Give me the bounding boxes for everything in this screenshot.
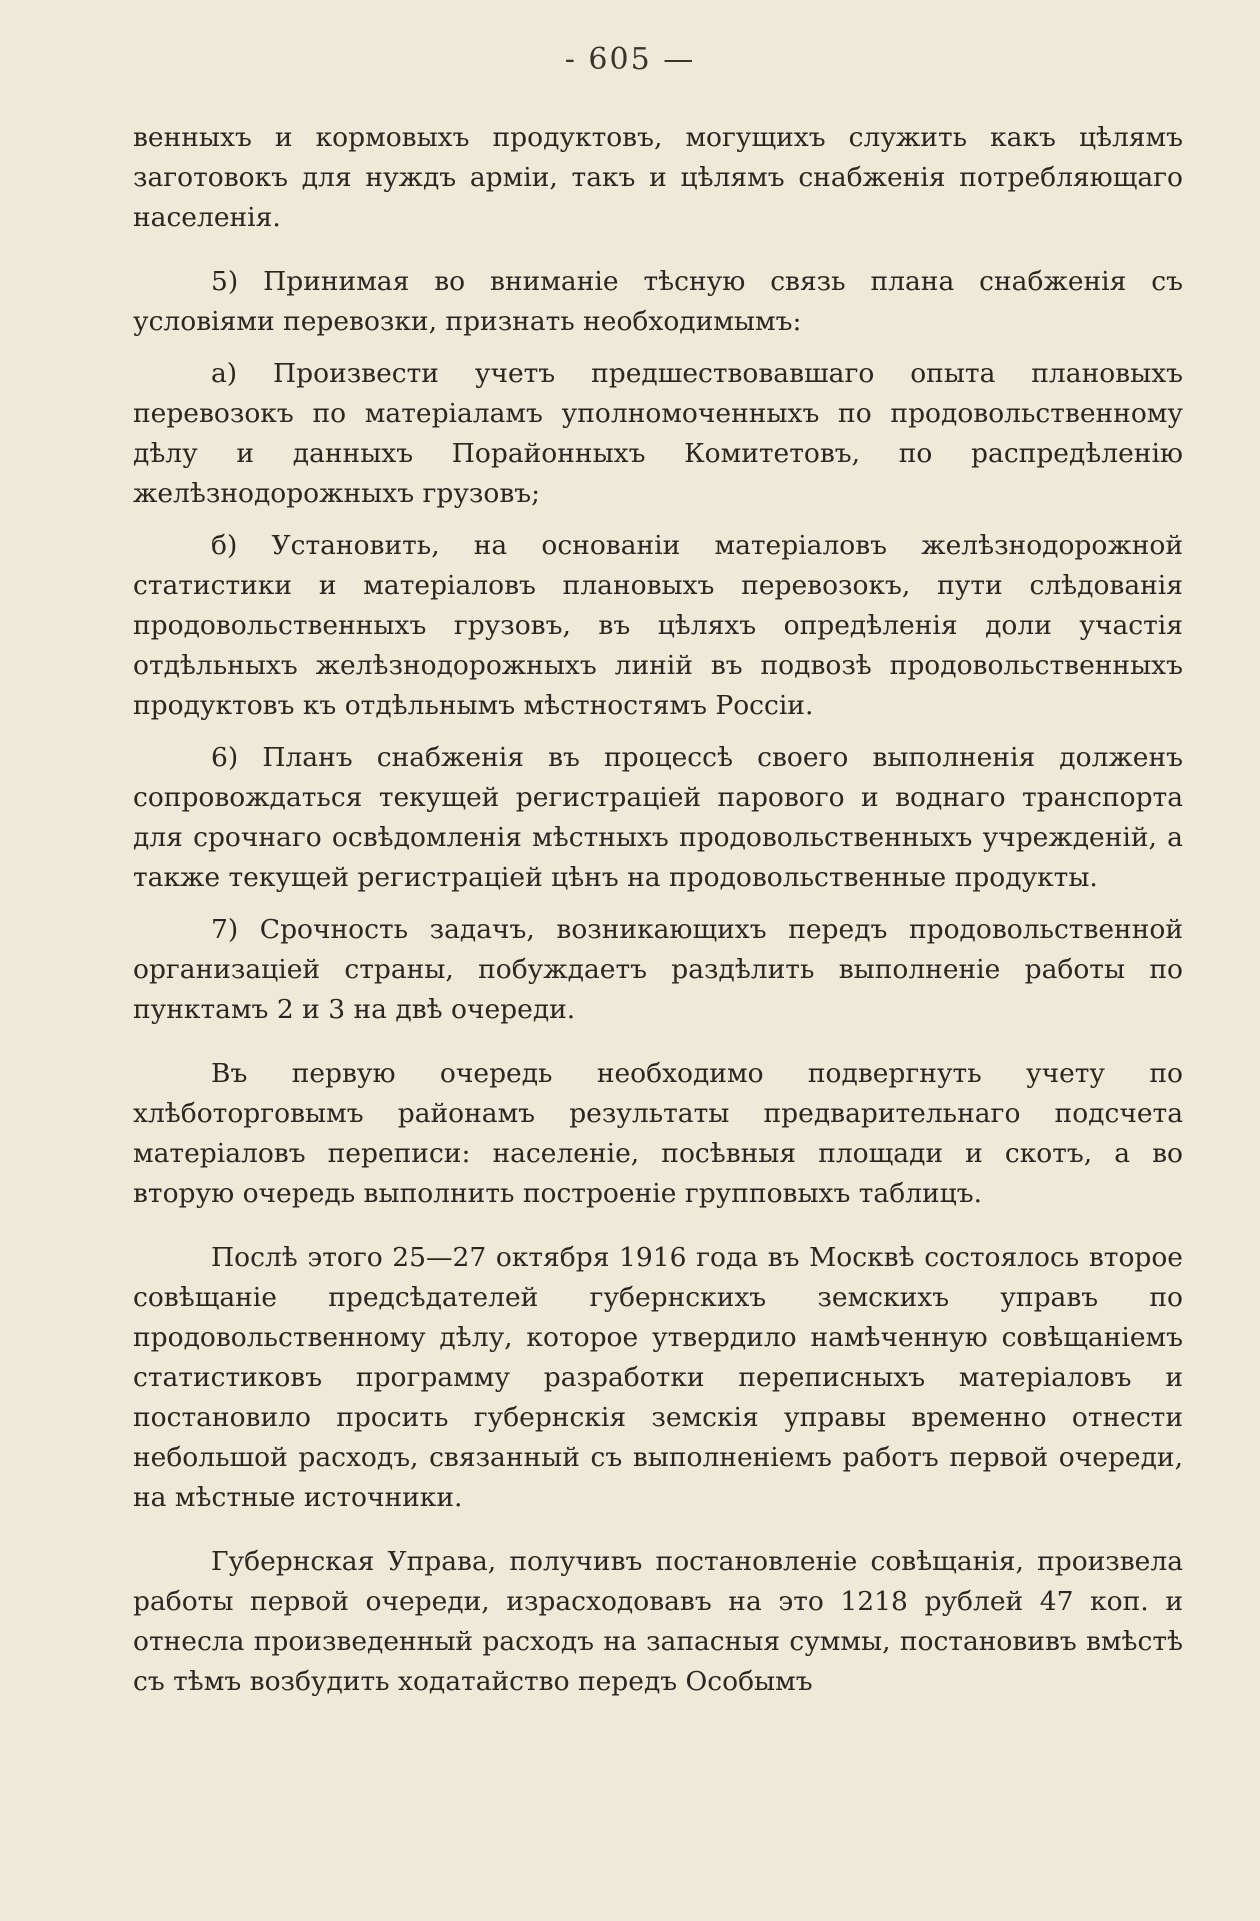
body-text [133,118,1183,1726]
paragraph-item-7: 7) Срочность задачъ, возникающихъ передъ продовольственной организаціей страны, побуждаетъ раздѣлить выполненіе работы по пунктамъ 2 и 3 на двѣ очереди. [133,914,1183,1025]
page-number: - 605 — [564,42,696,77]
paragraph-item-6: 6) Планъ снабженія въ процессѣ своего выполненія долженъ сопровождаться текущей регистраціей парового и воднаго транспорта для срочнаго освѣдомленія мѣстныхъ продовольственныхъ учрежденій, а также текущей регистраціей цѣнъ на продовольственные продукты. [133,742,1183,893]
paragraph-item-5a: а) Произвести учетъ предшествовавшаго опыта плановыхъ перевозокъ по матеріаламъ уполномоченныхъ по продовольственному дѣлу и данныхъ Порайонныхъ Комитетовъ, по распредѣленію желѣзнодорожныхъ грузовъ; [133,358,1183,509]
paragraph-item-5: 5) Принимая во вниманіе тѣсную связь плана снабженія съ условіями перевозки, признать необходимымъ: [133,266,1183,337]
paragraph-second-meeting: Послѣ этого 25—27 октября 1916 года въ Москвѣ состоялось второе совѣщаніе предсѣдателей губернскихъ земскихъ управъ по продовольственному дѣлу, которое утвердило намѣченную совѣщаніемъ статистиковъ программу разработки переписныхъ матеріаловъ и постановило просить губернскія земскія управы временно отнести небольшой расходъ, связанный съ выполненіемъ работъ первой очереди, на мѣстные источники. [133,1242,1183,1513]
paragraph-first-stage: Въ первую очередь необходимо подвергнуть учету по хлѣботорговымъ районамъ результаты предварительнаго подсчета матеріаловъ переписи: населеніе, посѣвныя площади и скотъ, а во вторую очередь выполнить построеніе групповыхъ таблицъ. [133,1058,1183,1209]
paragraph-continuation: венныхъ и кормовыхъ продуктовъ, могущихъ служить какъ цѣлямъ заготовокъ для нуждъ арміи, такъ и цѣлямъ снабженія потребляющаго населенія. [133,122,1183,233]
paragraph-item-5b: б) Установить, на основаніи матеріаловъ желѣзнодорожной статистики и матеріаловъ плановыхъ перевозокъ, пути слѣдованія продовольственныхъ грузовъ, въ цѣляхъ опредѣленія доли участія отдѣльныхъ желѣзнодорожныхъ линій въ подвозѣ продовольственныхъ продуктовъ къ отдѣльнымъ мѣстностямъ Россіи. [133,530,1183,721]
paragraph-provincial-board: Губернская Управа, получивъ постановленіе совѣщанія, произвела работы первой очереди, израсходовавъ на это 1218 рублей 47 коп. и отнесла произведенный расходъ на запасныя суммы, постановивъ вмѣстѣ съ тѣмъ возбудить ходатайство передъ Особымъ [133,1546,1183,1697]
